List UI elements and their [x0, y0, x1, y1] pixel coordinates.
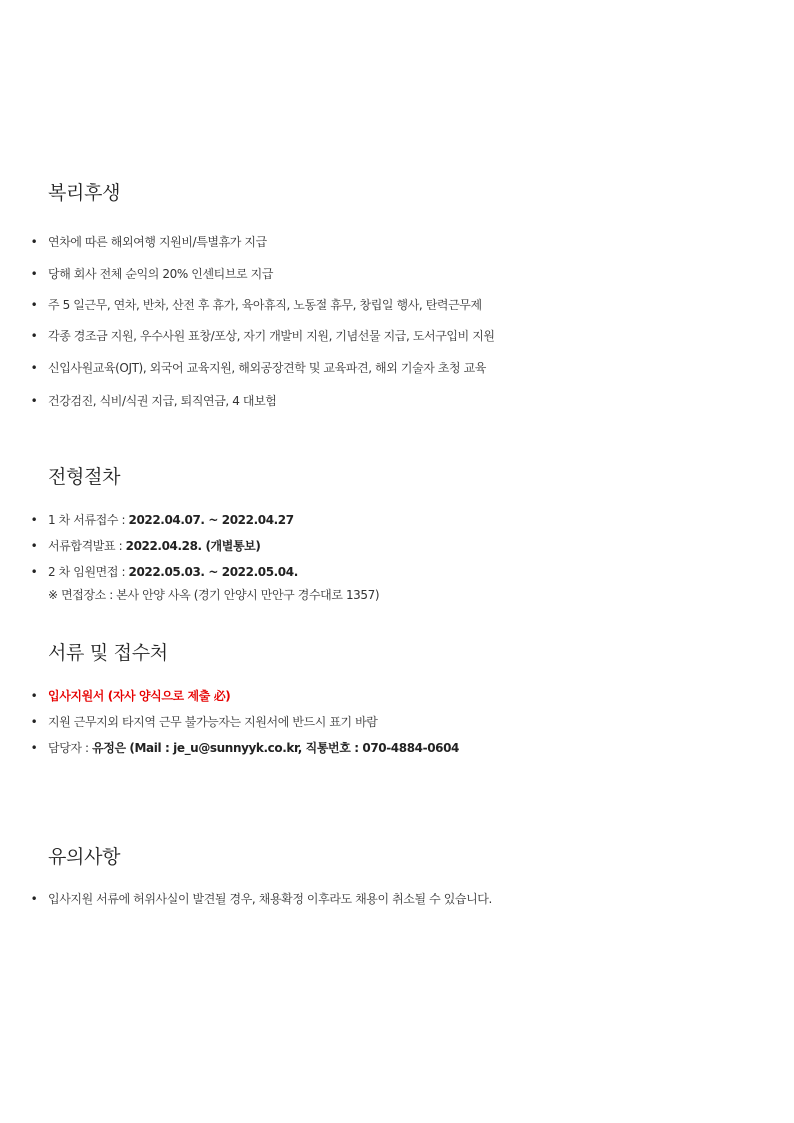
welfare-item-text: 각종 경조금 지원, 우수사원 표창/포상, 자기 개발비 지원, 기념선물 지급, 도서구입비 지원 [48, 329, 495, 343]
bullet-icon: • [30, 513, 38, 527]
step-label: 서류합격발표 : [48, 539, 126, 553]
contact-value: 유정은 (Mail : je_u@sunnyyk.co.kr, 직통번호 : 070-4884-0604 [92, 741, 459, 755]
bullet-icon: • [30, 892, 38, 906]
bullet-icon: • [30, 715, 38, 729]
step-date: 2022.04.28. (개별통보) [125, 539, 261, 553]
welfare-item-text: 주 5 일근무, 연차, 반차, 산전 후 휴가, 육아휴직, 노동절 휴무, 창립일 행사, 탄력근무제 [48, 298, 482, 312]
step-date: 2022.04.07. ~ 2022.04.27 [128, 513, 294, 527]
notice-item-text: 입사지원 서류에 허위사실이 발견될 경우, 채용확정 이후라도 채용이 취소될 수 있습니다. [48, 892, 492, 906]
step-label: 2 차 임원면접 : [48, 565, 129, 579]
documents-title: 서류 및 접수처 [48, 642, 168, 664]
process-title: 전형절차 [48, 466, 121, 488]
bullet-icon: • [30, 298, 38, 312]
bullet-icon: • [30, 689, 38, 703]
welfare-title: 복리후생 [48, 182, 121, 204]
interview-location-note: ※ 면접장소 : 본사 안양 사옥 (경기 안양시 만안구 경수대로 1357) [48, 588, 380, 602]
notice-title: 유의사항 [48, 846, 121, 868]
bullet-icon: • [30, 741, 38, 755]
bullet-icon: • [30, 361, 38, 375]
location-note-text: 지원 근무지외 타지역 근무 불가능자는 지원서에 반드시 표기 바람 [48, 715, 378, 729]
step-date: 2022.05.03. ~ 2022.05.04. [128, 565, 298, 579]
bullet-icon: • [30, 235, 38, 249]
bullet-icon: • [30, 329, 38, 343]
bullet-icon: • [30, 565, 38, 579]
welfare-item-text: 연차에 따른 해외여행 지원비/특별휴가 지급 [48, 235, 267, 249]
welfare-item-text: 당해 회사 전체 순익의 20% 인센티브로 지급 [48, 267, 274, 281]
step-label: 1 차 서류접수 : [48, 513, 129, 527]
bullet-icon: • [30, 539, 38, 553]
bullet-icon: • [30, 394, 38, 408]
welfare-item-text: 신입사원교육(OJT), 외국어 교육지원, 해외공장견학 및 교육파견, 해외 기술자 초청 교육 [48, 361, 486, 375]
bullet-icon: • [30, 267, 38, 281]
application-form-text: 입사지원서 (자사 양식으로 제출 必) [48, 689, 231, 703]
contact-label: 담당자 : [48, 741, 93, 755]
welfare-item-text: 건강검진, 식비/식권 지급, 퇴직연금, 4 대보험 [48, 394, 277, 408]
